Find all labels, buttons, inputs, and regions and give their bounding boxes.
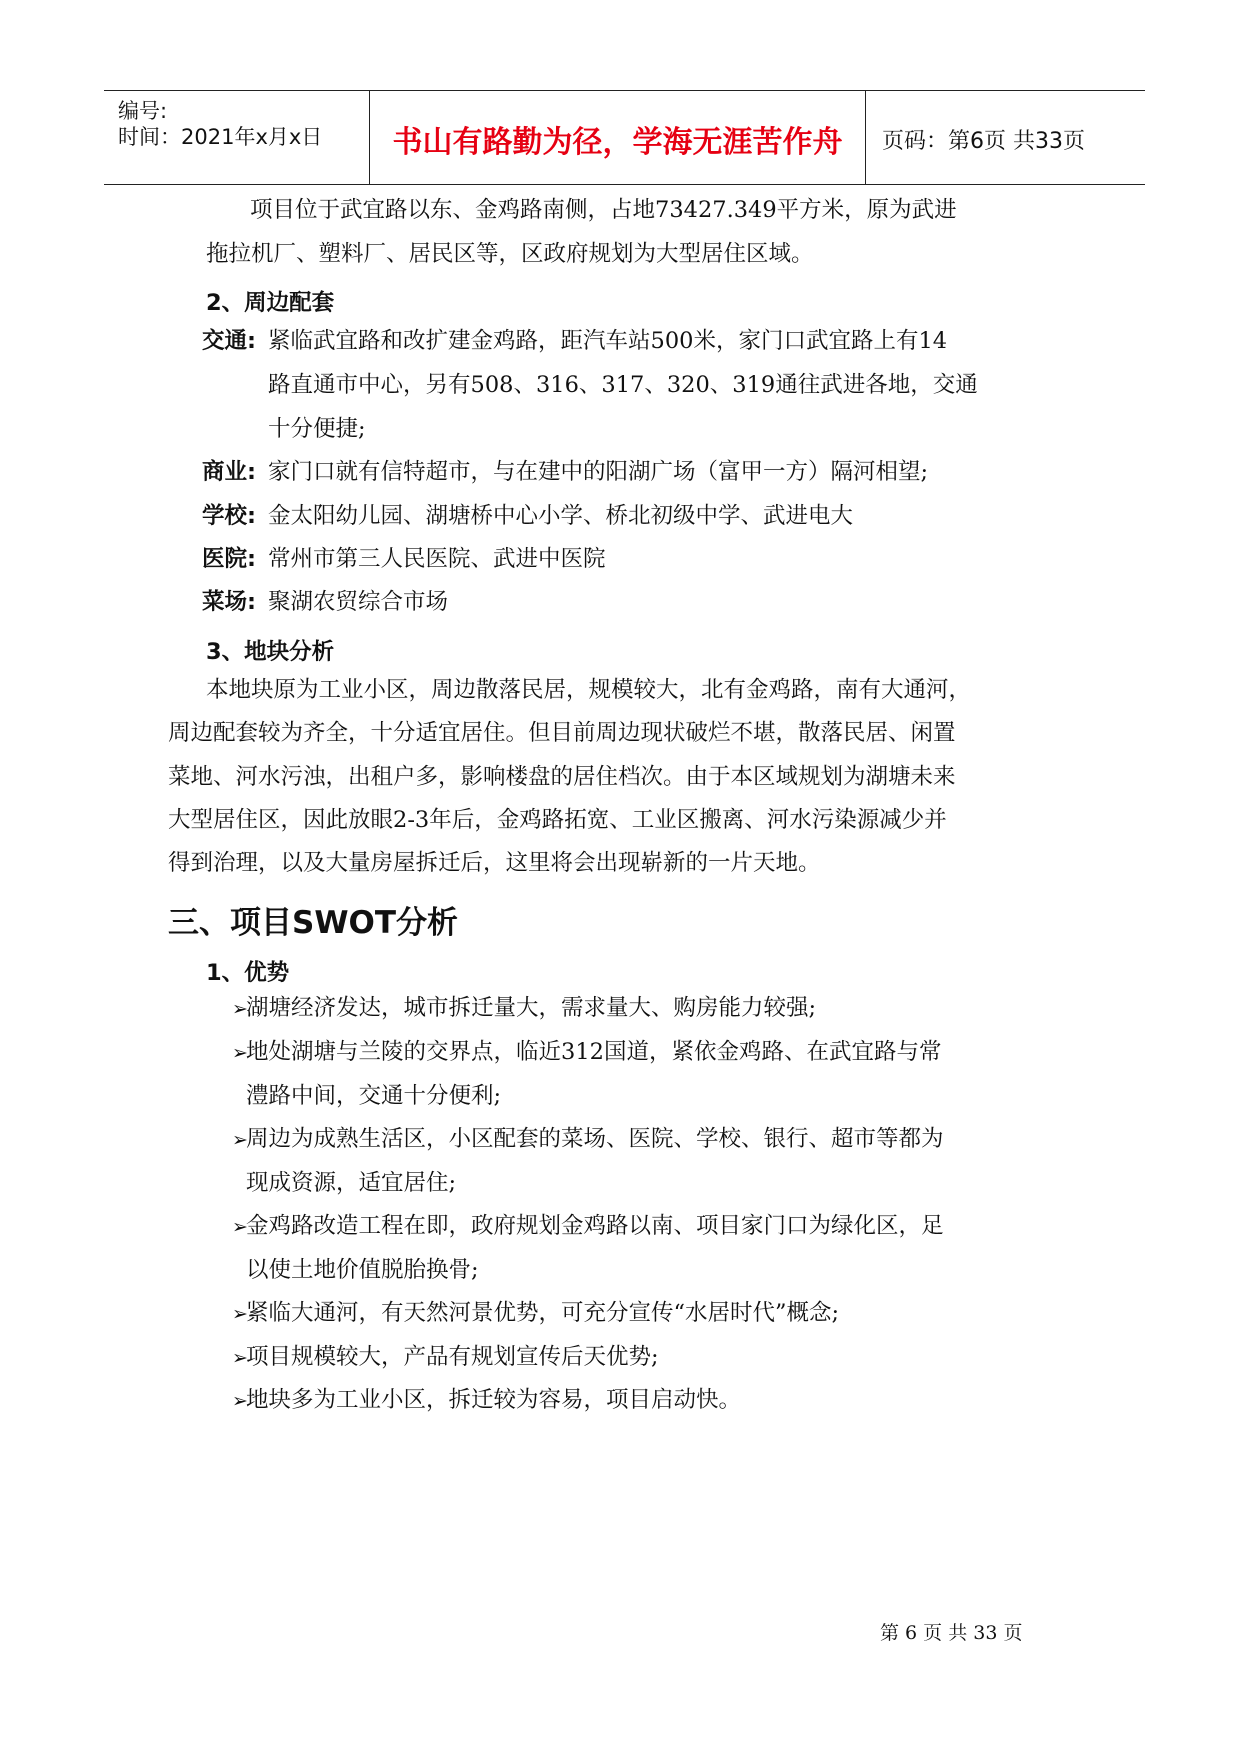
facilities-heading: 2、周边配套 <box>206 290 335 316</box>
bullet-arrow-icon: ➢ <box>232 1129 248 1151</box>
header-meta-cell <box>104 91 369 184</box>
strength-2-line-2: 澧路中间，交通十分便利; <box>246 1083 502 1109</box>
strength-5: 紧临大通河，有天然河景优势，可充分宣传“水居时代”概念; <box>246 1300 840 1326</box>
traffic-label: 交通: <box>202 328 256 354</box>
land-heading: 3、地块分析 <box>206 639 335 665</box>
commerce-row <box>202 461 928 484</box>
bullet-arrow-icon: ➢ <box>232 1347 248 1369</box>
hospital-label: 医院: <box>202 546 256 572</box>
bullet-arrow-icon: ➢ <box>232 1390 248 1412</box>
swot-heading: 三、项目SWOT分析 <box>168 905 459 941</box>
strength-6: 项目规模较大，产品有规划宣传后天优势; <box>246 1344 659 1370</box>
header-page-number: 页码：第6页 共33页 <box>882 129 1085 154</box>
strength-7: 地块多为工业小区，拆迁较为容易，项目启动快。 <box>246 1387 742 1413</box>
school-row <box>202 505 853 528</box>
page-header <box>104 90 1145 185</box>
school-text: 金太阳幼儿园、湖塘桥中心小学、桥北初级中学、武进电大 <box>268 503 854 529</box>
traffic-text-2: 路直通市中心，另有508、316、317、320、319通往武进各地，交通 <box>268 372 978 398</box>
strength-4-line-1: 金鸡路改造工程在即，政府规划金鸡路以南、项目家门口为绿化区，足 <box>246 1213 944 1239</box>
land-line-1: 本地块原为工业小区，周边散落民居，规模较大，北有金鸡路，南有大通河， <box>206 677 972 703</box>
header-motto-cell <box>369 91 866 184</box>
market-label: 菜场: <box>202 589 256 615</box>
header-page-cell <box>866 91 1145 184</box>
header-motto: 书山有路勤为径，学海无涯苦作舟 <box>392 125 843 160</box>
traffic-row <box>202 330 947 353</box>
hospital-row <box>202 548 606 571</box>
strength-3-line-1: 周边为成熟生活区，小区配套的菜场、医院、学校、银行、超市等都为 <box>246 1126 944 1152</box>
bullet-arrow-icon: ➢ <box>232 1216 248 1238</box>
commerce-text: 家门口就有信特超市，与在建中的阳湖广场（富甲一方）隔河相望; <box>268 459 929 485</box>
document-time-label: 时间：2021年x月x日 <box>118 125 323 149</box>
hospital-text: 常州市第三人民医院、武进中医院 <box>268 546 606 572</box>
strengths-heading: 1、优势 <box>206 960 290 986</box>
commerce-label: 商业: <box>202 459 256 485</box>
school-label: 学校: <box>202 503 256 529</box>
intro-line-1: 项目位于武宜路以东、金鸡路南侧，占地73427.349平方米，原为武进 <box>250 197 957 223</box>
market-row <box>202 591 448 614</box>
strength-3-line-2: 现成资源，适宜居住; <box>246 1170 457 1196</box>
market-text: 聚湖农贸综合市场 <box>268 589 449 615</box>
land-line-3: 菜地、河水污浊，出租户多，影响楼盘的居住档次。由于本区域规划为湖塘未来 <box>168 764 956 790</box>
bullet-arrow-icon: ➢ <box>232 998 248 1020</box>
bullet-arrow-icon: ➢ <box>232 1303 248 1325</box>
page-footer-number: 第 6 页 共 33 页 <box>880 1622 1023 1644</box>
strength-1: 湖塘经济发达，城市拆迁量大，需求量大、购房能力较强; <box>246 995 817 1021</box>
traffic-text-3: 十分便捷; <box>268 416 366 442</box>
land-line-4: 大型居住区，因此放眼2-3年后，金鸡路拓宽、工业区搬离、河水污染源减少并 <box>168 807 947 833</box>
land-line-5: 得到治理，以及大量房屋拆迁后，这里将会出现崭新的一片天地。 <box>168 850 821 876</box>
bullet-arrow-icon: ➢ <box>232 1042 248 1064</box>
intro-line-2: 拖拉机厂、塑料厂、居民区等，区政府规划为大型居住区域。 <box>206 241 814 267</box>
document-number-label: 编号: <box>118 99 168 123</box>
traffic-text-1: 紧临武宜路和改扩建金鸡路，距汽车站500米，家门口武宜路上有14 <box>268 328 948 354</box>
strength-4-line-2: 以使土地价值脱胎换骨; <box>246 1257 479 1283</box>
land-line-2: 周边配套较为齐全，十分适宜居住。但目前周边现状破烂不堪，散落民居、闲置 <box>168 720 956 746</box>
strength-2-line-1: 地处湖塘与兰陵的交界点，临近312国道，紧依金鸡路、在武宜路与常 <box>246 1039 942 1065</box>
